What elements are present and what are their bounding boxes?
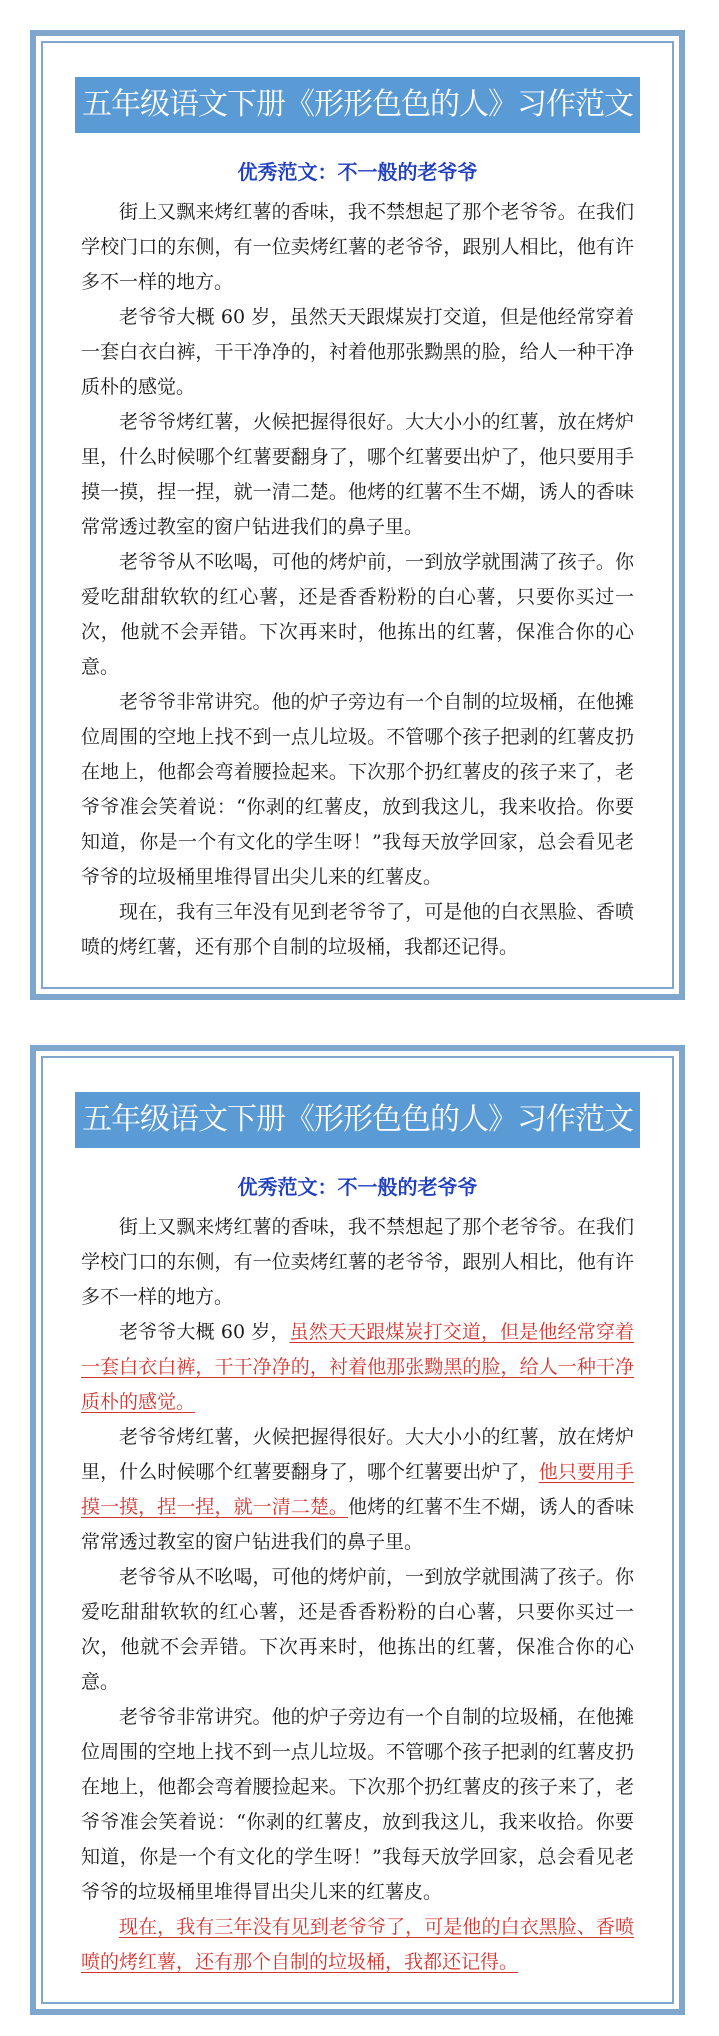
essay-subtitle: 优秀范文：不一般的老爷爷 <box>237 160 478 184</box>
paragraph-text: 他烤的红薯不生不煳，诱人的香味常常透过教室的窗户钻进我们的鼻子里。 <box>81 1496 634 1553</box>
essay-body <box>81 195 634 965</box>
essay-body <box>81 1210 634 1980</box>
page-title: 五年级语文下册《形形色色的人》习作范文 <box>75 77 640 133</box>
paragraph-text: 虽然天天跟煤炭打交道，但是他经常穿着一套白衣白裤，干干净净的，衬着他那张黝黑的脸，给人一种干净质朴的感觉。 <box>81 306 634 398</box>
paragraph-text: 老爷爷烤红薯，火候把握得很好。大大小小的红薯，放在烤炉里，什么时候哪个红薯要翻身了，哪个红薯要出炉了， <box>81 1426 634 1483</box>
essay-card-plain <box>30 30 685 1000</box>
paragraph-text: 街上又飘来烤红薯的香味，我不禁想起了那个老爷爷。在我们学校门口的东侧，有一位卖烤红薯的老爷爷，跟别人相比，他有许多不一样的地方。 <box>81 1216 634 1308</box>
highlighted-sentence: 虽然天天跟煤炭打交道，但是他经常穿着一套白衣白裤，干干净净的，衬着他那张黝黑的脸，给人一种干净质朴的感觉。 <box>81 1321 634 1413</box>
highlighted-sentence: 现在，我有三年没有见到老爷爷了，可是他的白衣黑脸、香喷喷的烤红薯，还有那个自制的垃圾桶，我都还记得。 <box>81 1916 634 1973</box>
essay-card-annotated <box>30 1045 685 2015</box>
essay-paragraph <box>81 300 634 405</box>
paragraph-text: 街上又飘来烤红薯的香味，我不禁想起了那个老爷爷。在我们学校门口的东侧，有一位卖烤红薯的老爷爷，跟别人相比，他有许多不一样的地方。 <box>81 201 634 293</box>
essay-paragraph <box>81 685 634 895</box>
essay-paragraph <box>81 1315 634 1420</box>
card-frame <box>41 41 674 989</box>
essay-paragraph <box>81 405 634 545</box>
paragraph-text: 老爷爷烤红薯，火候把握得很好。大大小小的红薯，放在烤炉里，什么时候哪个红薯要翻身了，哪个红薯要出炉了， <box>81 411 634 468</box>
paragraph-text: 老爷爷非常讲究。他的炉子旁边有一个自制的垃圾桶，在他摊位周围的空地上找不到一点儿垃圾。不管哪个孩子把剥的红薯皮扔在地上，他都会弯着腰捡起来。下次那个扔红薯皮的孩子来了，老爷爷准会笑着说：“你剥的红薯皮，放到我这儿，我来收拾。你要知道，你是一个有文化的学生呀！”我每天放学回家，总会看见老爷爷的垃圾桶里堆得冒出尖儿来的红薯皮。 <box>81 691 634 888</box>
paragraph-text: 现在，我有三年没有见到老爷爷了，可是他的白衣黑脸、香喷喷的烤红薯，还有那个自制的垃圾桶，我都还记得。 <box>81 901 634 958</box>
essay-paragraph <box>81 1420 634 1560</box>
paragraph-text: 老爷爷从不吆喝，可他的烤炉前，一到放学就围满了孩子。你爱吃甜甜软软的红心薯，还是香香粉粉的白心薯，只要你买过一次，他就不会弄错。下次再来时，他拣出的红薯，保准合你的心意。 <box>81 1566 634 1693</box>
page-title: 五年级语文下册《形形色色的人》习作范文 <box>75 1092 640 1148</box>
essay-paragraph <box>81 545 634 685</box>
paragraph-text: 他只要用手摸一摸，捏一捏，就一清二楚。 <box>81 446 634 503</box>
paragraph-text: 老爷爷大概 60 岁， <box>119 1321 290 1343</box>
essay-paragraph <box>81 1210 634 1315</box>
essay-subtitle: 优秀范文：不一般的老爷爷 <box>237 1175 478 1199</box>
paragraph-text: 他烤的红薯不生不煳，诱人的香味常常透过教室的窗户钻进我们的鼻子里。 <box>81 481 634 538</box>
essay-paragraph <box>81 1700 634 1910</box>
paragraph-text: 老爷爷大概 60 岁， <box>119 306 290 328</box>
essay-paragraph <box>81 1910 634 1980</box>
card-frame <box>41 1056 674 2004</box>
paragraph-text: 老爷爷非常讲究。他的炉子旁边有一个自制的垃圾桶，在他摊位周围的空地上找不到一点儿垃圾。不管哪个孩子把剥的红薯皮扔在地上，他都会弯着腰捡起来。下次那个扔红薯皮的孩子来了，老爷爷准会笑着说：“你剥的红薯皮，放到我这儿，我来收拾。你要知道，你是一个有文化的学生呀！”我每天放学回家，总会看见老爷爷的垃圾桶里堆得冒出尖儿来的红薯皮。 <box>81 1706 634 1903</box>
paragraph-text: 老爷爷从不吆喝，可他的烤炉前，一到放学就围满了孩子。你爱吃甜甜软软的红心薯，还是香香粉粉的白心薯，只要你买过一次，他就不会弄错。下次再来时，他拣出的红薯，保准合你的心意。 <box>81 551 634 678</box>
essay-paragraph <box>81 1560 634 1700</box>
essay-paragraph <box>81 895 634 965</box>
highlighted-sentence: 他只要用手摸一摸，捏一捏，就一清二楚。 <box>81 1461 634 1518</box>
essay-paragraph <box>81 195 634 300</box>
